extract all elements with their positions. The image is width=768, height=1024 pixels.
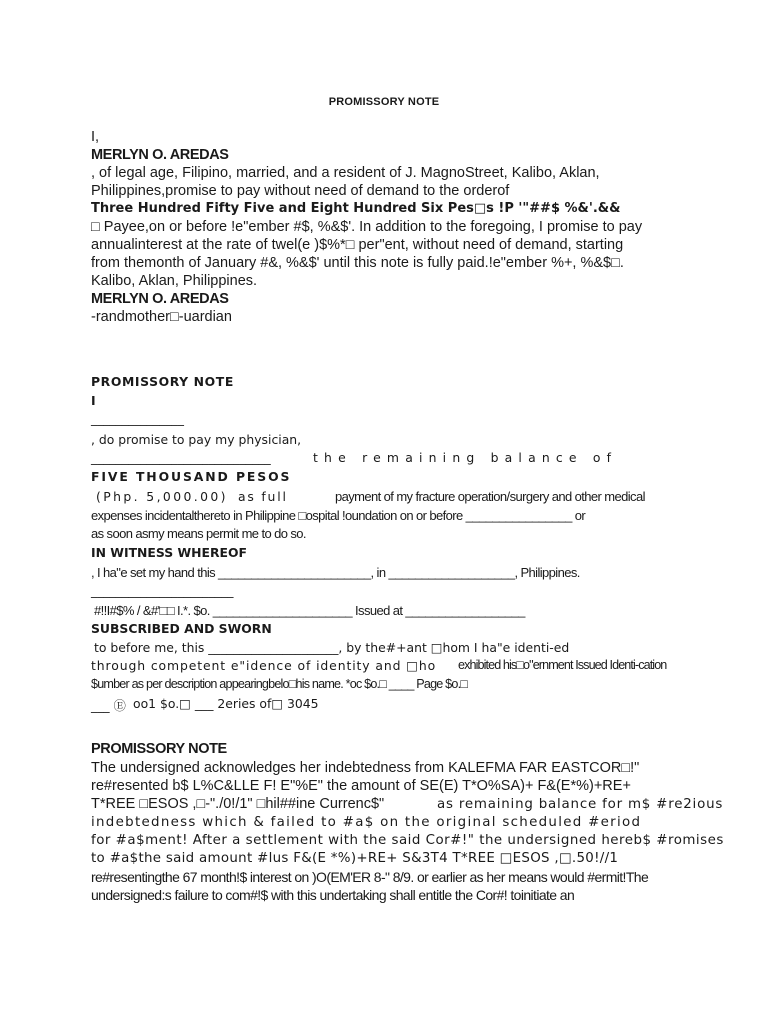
section2-hand-line: , I ha"e set my hand this _______________________, in ___________________, Philippines. (91, 565, 580, 580)
section2-line-physician: , do promise to pay my physician, (91, 432, 302, 447)
section2-blank-physician: _____________________________ (91, 450, 271, 465)
section1-line-1: I, (91, 129, 100, 145)
section2-government-id-line: exhibited his□o"ernment Issued Identi-cation (458, 658, 667, 672)
section2-number-line: $umber as per description appearingbelo□his name. *oc $o.□ ____ Page $o.□ (91, 677, 468, 691)
section1-line-9: Kalibo, Aklan, Philippines. (91, 273, 258, 289)
section3-line-2: re#resented b$ L%C&LLE F! E"%E" the amount of SE(E) T*O%SA)+ F&(E*%)+RE+ (91, 778, 631, 794)
section2-as-full: as full (238, 489, 288, 504)
section1-line-4: Philippines,promise to pay without need of demand to the orderof (91, 183, 510, 199)
section1-title: PROMISSORY NOTE (328, 96, 440, 108)
section2-means-line: as soon asmy means permit me to do so. (91, 526, 306, 541)
section2-blank-name: _______________ (91, 411, 184, 426)
section2-amount-figure: (Php. 5,000.00) (96, 489, 228, 504)
section3-line-8: undersigned:s failure to com#!$ with this undertaking shall entitle the Cor#! toinitiate an (91, 887, 575, 903)
section3-line-1: The undersigned acknowledges her indebtedness from KALEFMA FAR EASTCOR□!" (91, 760, 640, 776)
section2-competent-line: through competent e"idence of identity and □ho (91, 658, 437, 673)
section1-line-8: from themonth of January #&, %&$' until this note is fully paid.!e"ember %+, %&$□. (91, 255, 624, 271)
section2-subscribed-heading: SUBSCRIBED AND SWORN (91, 621, 272, 636)
section1-line-3: , of legal age, Filipino, married, and a resident of J. MagnoStreet, Kalibo, Aklan, (91, 165, 600, 181)
section2-witness-heading: IN WITNESS WHEREOF (91, 545, 247, 560)
section2-amount-words: FIVE THOUSAND PESOS (91, 469, 292, 484)
section3-line-3a: T*REE □ESOS ,□-"./0!/1" □hil##ine Currenc$" (91, 796, 385, 812)
section3-line-7: re#resentingthe 67 month!$ interest on )O(EM'ER 8-" 8/9. or earlier as her means would #ermit!The (91, 869, 649, 885)
section2-id-line: #!!I#$% / &#'□□ I.*. $o. _____________________ Issued at __________________ (94, 603, 525, 618)
section1-signatory-name: MERLYN O. AREDAS (91, 147, 229, 163)
section2-signature-blank: _______________________ (91, 583, 234, 598)
section1-signatory-role: -randmother□-uardian (91, 309, 232, 325)
section3-line-6: to #a$the said amount #lus F&(E *%)+RE+ S&3T4 T*REE □ESOS ,□.50!//1 (91, 851, 619, 866)
section1-line-6: □ Payee,on or before !e"ember #$, %&$'. In addition to the foregoing, I promise to pay (91, 219, 643, 235)
section2-title: PROMISSORY NOTE (91, 374, 234, 389)
section2-expenses-line: expenses incidentalthereto in Philippine □ospital !oundation on or before ________________ or (91, 508, 586, 523)
section1-signatory-name-2: MERLYN O. AREDAS (91, 291, 229, 307)
section2-book-series: oo1 $o.□ ___ 2eries of□ 3045 (133, 696, 319, 711)
section3-title: PROMISSORY NOTE (91, 741, 227, 757)
section2-remaining-balance: the remaining balance of (313, 450, 618, 465)
section3-line-4: indebtedness which & failed to #a$ on the original scheduled #eriod (91, 815, 642, 830)
section2-line-i: I (91, 393, 96, 408)
section1-line-7: annualinterest at the rate of twel(e )$%*□ per"ent, without need of demand, starting (91, 237, 624, 253)
section1-amount-words: Three Hundred Fifty Five and Eight Hundred Six Pes□s !P '"##$ %&'.&& (91, 201, 621, 216)
section3-line-5: for #a$ment! After a settlement with the said Cor#!" the undersigned hereb$ #romises (91, 833, 724, 848)
section2-before-me-line: to before me, this _____________________, by the#+ant □hom I ha"e identi-ed (94, 640, 570, 655)
section2-book-prefix: ___ Ⓔ (91, 698, 126, 713)
section2-payment-line: payment of my fracture operation/surgery and other medical (335, 489, 645, 504)
section3-line-3b: as remaining balance for m$ #re2ious (437, 797, 724, 812)
